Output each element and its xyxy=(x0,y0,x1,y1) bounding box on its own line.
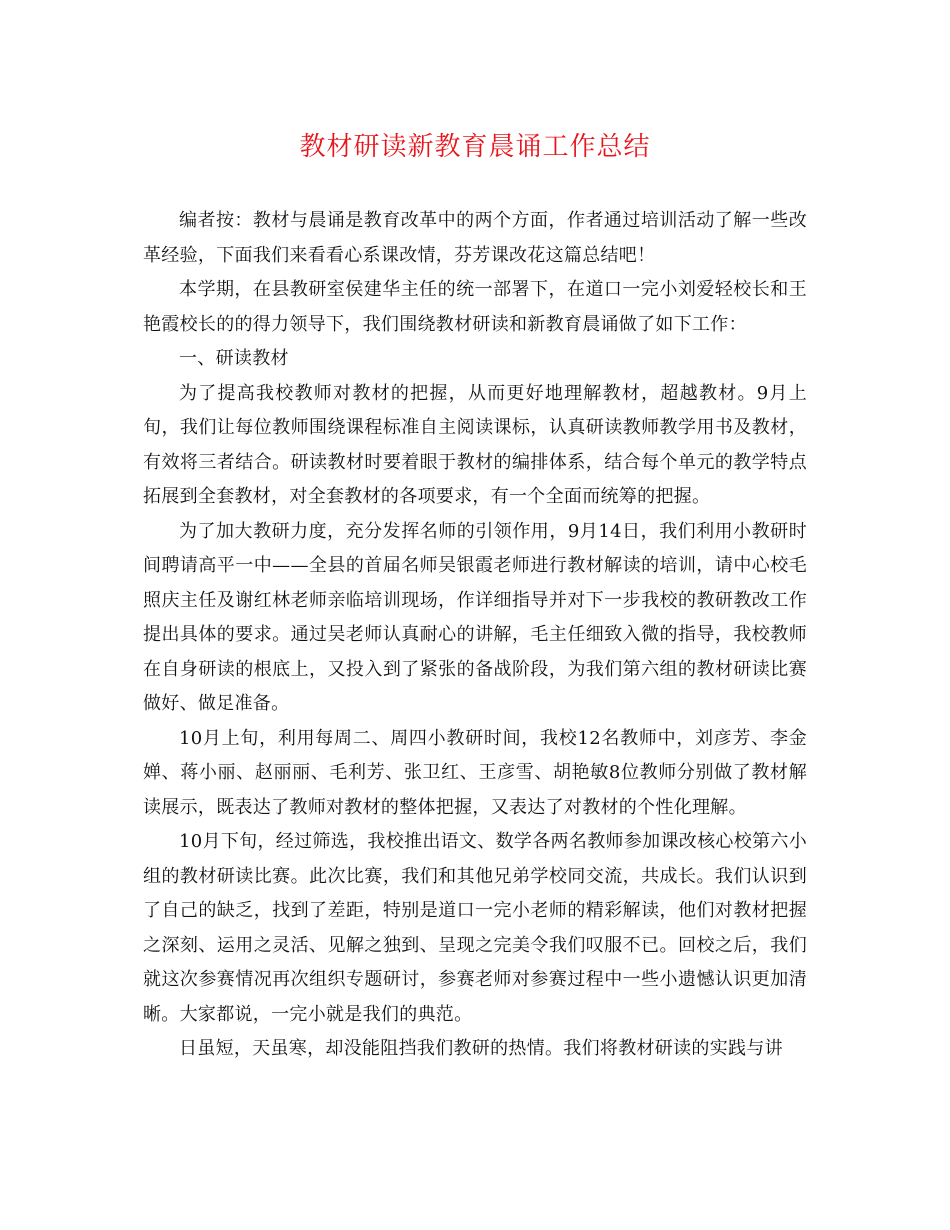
document-body xyxy=(143,204,807,1067)
paragraph: 日虽短，天虽寒，却没能阻挡我们教研的热情。我们将教材研读的实践与讲 xyxy=(179,1038,783,1059)
paragraph: 10月上旬，利用每周二、周四小教研时间，我校12名教师中，刘彦芳、李金婵、蒋小丽、赵丽丽、毛利芳、张卫红、王彦雪、胡艳敏8位教师分别做了教材解读展示，既表达了教师对教材的整体把握，又表达了对教材的个性化理解。 xyxy=(143,727,807,818)
paragraph: 为了加大教研力度，充分发挥名师的引领作用，9月14日，我们利用小教研时间聘请高平一中——全县的首届名师吴银霞老师进行教材解读的培训，请中心校毛照庆主任及谢红林老师亲临培训现场，作详细指导并对下一步我校的教研教改工作提出具体的要求。通过吴老师认真耐心的讲解，毛主任细致入微的指导，我校教师在自身研读的根底上，又投入到了紧张的备战阶段，为我们第六组的教材研读比赛做好、做足准备。 xyxy=(143,520,807,714)
section-heading: 一、研读教材 xyxy=(179,348,289,369)
document-title: 教材研读新教育晨诵工作总结 xyxy=(299,132,651,162)
paragraph-editor-note: 编者按：教材与晨诵是教育改革中的两个方面，作者通过培训活动了解一些改革经验，下面我们来看看心系课改情，芬芳课改花这篇总结吧！ xyxy=(143,210,807,266)
paragraph-intro: 本学期，在县教研室侯建华主任的统一部署下，在道口一完小刘爱轻校长和王艳霞校长的的得力领导下，我们围绕教材研读和新教育晨诵做了如下工作： xyxy=(143,279,807,335)
paragraph: 为了提高我校教师对教材的把握，从而更好地理解教材，超越教材。9月上旬，我们让每位教师围绕课程标准自主阅读课标，认真研读教师教学用书及教材，有效将三者结合。研读教材时要着眼于教材的编排体系，结合每个单元的教学特点拓展到全套教材，对全套教材的各项要求，有一个全面而统筹的把握。 xyxy=(143,382,807,507)
paragraph: 10月下旬，经过筛选，我校推出语文、数学各两名教师参加课改核心校第六小组的教材研读比赛。此次比赛，我们和其他兄弟学校同交流，共成长。我们认识到了自己的缺乏，找到了差距，特别是道口一完小老师的精彩解读，他们对教材把握之深刻、运用之灵活、见解之独到、呈现之完美令我们叹服不已。回校之后，我们就这次参赛情况再次组织专题研讨，参赛老师对参赛过程中一些小遗憾认识更加清晰。大家都说，一完小就是我们的典范。 xyxy=(143,831,807,1025)
